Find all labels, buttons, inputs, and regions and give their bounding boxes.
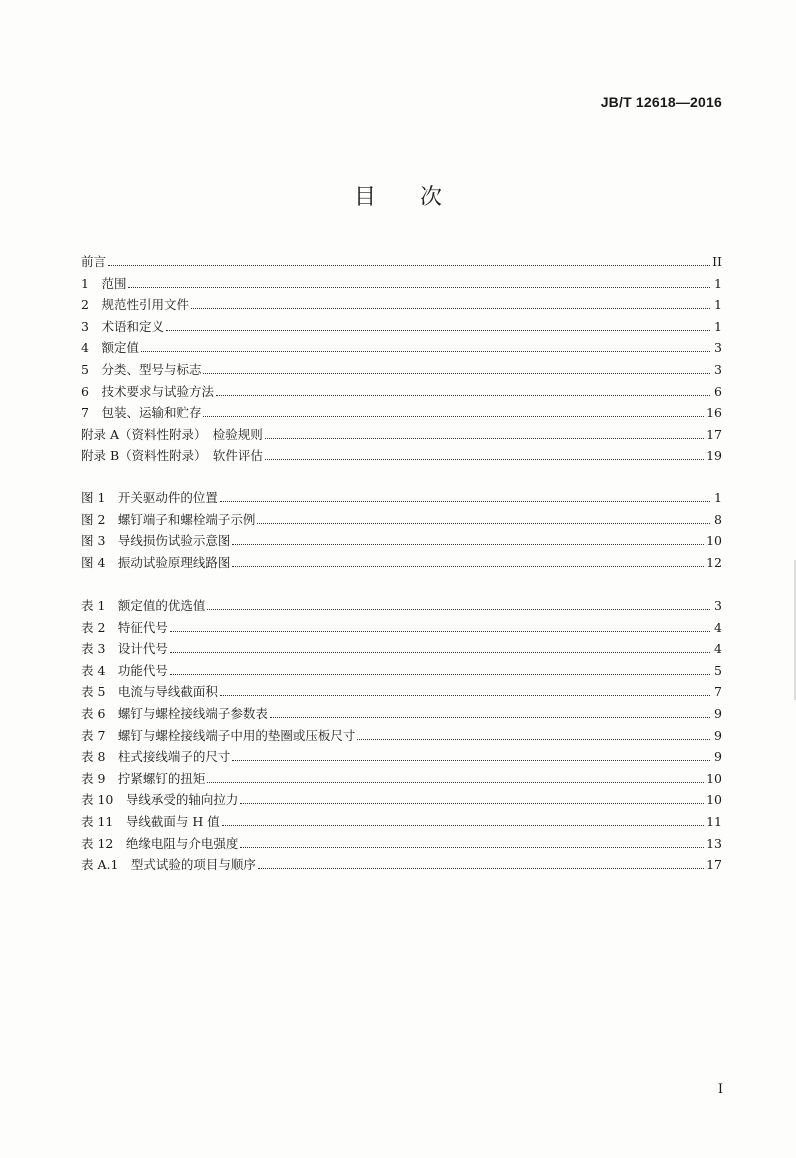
entry-label: 2 规范性引用文件 xyxy=(81,297,189,313)
toc-entry[interactable] xyxy=(81,315,722,335)
table-entry[interactable] xyxy=(81,724,722,744)
entry-label: 4 额定值 xyxy=(81,340,139,356)
dot-leader xyxy=(216,394,710,396)
figure-entry[interactable] xyxy=(81,551,722,571)
toc-entry[interactable] xyxy=(81,336,722,356)
entry-label: 图 1 开关驱动件的位置 xyxy=(81,490,218,505)
entry-page-number: 1 xyxy=(714,490,722,505)
dot-leader xyxy=(232,565,704,567)
entry-page-number: 4 xyxy=(714,619,722,635)
entry-label: 表 11 导线截面与 H 值 xyxy=(81,814,220,829)
table-entry[interactable] xyxy=(81,702,722,722)
entry-page-number: 1 xyxy=(714,297,722,313)
entry-label: 表 3 设计代号 xyxy=(81,641,168,657)
dot-leader xyxy=(265,437,704,439)
entry-page-number: 10 xyxy=(706,792,722,808)
entry-page-number: 4 xyxy=(714,641,722,657)
entry-page-number: 10 xyxy=(706,533,722,549)
figure-entry[interactable] xyxy=(81,486,722,506)
standard-code: JB/T 12618—2016 xyxy=(600,94,722,110)
dot-leader xyxy=(203,372,710,374)
figure-entry[interactable] xyxy=(81,529,722,549)
dot-leader xyxy=(203,415,704,417)
entry-page-number: 17 xyxy=(706,857,722,873)
dot-leader xyxy=(170,651,710,653)
dot-leader xyxy=(220,500,710,502)
table-entry[interactable] xyxy=(81,767,722,787)
entry-page-number: 8 xyxy=(714,511,722,527)
entry-page-number: 13 xyxy=(706,835,722,851)
entry-label: 表 7 螺钉与螺栓接线端子中用的垫圈或压板尺寸 xyxy=(81,727,356,743)
entry-label: 表 5 电流与导线截面积 xyxy=(81,684,218,700)
dot-leader xyxy=(257,522,710,524)
entry-label: 表 10 导线承受的轴向拉力 xyxy=(81,792,239,808)
table-entry[interactable] xyxy=(81,788,722,808)
entry-page-number: 10 xyxy=(706,770,722,786)
dot-leader xyxy=(240,846,704,848)
dot-leader xyxy=(240,802,704,804)
entry-page-number: 19 xyxy=(706,448,722,464)
toc-entry[interactable] xyxy=(81,272,722,292)
toc-entry[interactable] xyxy=(81,358,722,378)
entry-label: 表 1 额定值的优选值 xyxy=(81,598,206,613)
dot-leader xyxy=(232,543,704,545)
entry-page-number: 1 xyxy=(714,318,722,334)
figure-entry[interactable] xyxy=(81,508,722,528)
entry-label: 5 分类、型号与标志 xyxy=(81,362,202,377)
dot-leader xyxy=(191,307,710,309)
dot-leader xyxy=(170,673,710,675)
entry-page-number: 12 xyxy=(706,554,722,570)
entry-label: 图 3 导线损伤试验示意图 xyxy=(81,533,231,549)
entry-page-number: 3 xyxy=(714,598,722,613)
dot-leader xyxy=(166,329,710,331)
entry-page-number: 1 xyxy=(714,275,722,291)
entry-label: 前言 xyxy=(81,254,107,269)
toc-entry[interactable] xyxy=(81,423,722,443)
entry-label: 图 4 振动试验原理线路图 xyxy=(81,554,231,570)
dot-leader xyxy=(220,694,710,696)
entry-label: 附录 B（资料性附录） 软件评估 xyxy=(81,448,263,464)
dot-leader xyxy=(108,264,710,266)
table-entry[interactable] xyxy=(81,680,722,700)
dot-leader xyxy=(207,781,704,783)
toc-entry[interactable] xyxy=(81,293,722,313)
table-entry[interactable] xyxy=(81,810,722,830)
table-entry[interactable] xyxy=(81,745,722,765)
dot-leader xyxy=(232,759,710,761)
entry-label: 6 技术要求与试验方法 xyxy=(81,383,214,399)
toc-entry[interactable] xyxy=(81,380,722,400)
entry-page-number: 11 xyxy=(706,814,722,829)
dot-leader xyxy=(258,867,704,869)
entry-page-number: 6 xyxy=(714,383,722,399)
entry-page-number: 3 xyxy=(714,362,722,377)
entry-page-number: 16 xyxy=(706,405,722,421)
dot-leader xyxy=(357,738,710,740)
toc-entry[interactable] xyxy=(81,250,722,270)
entry-page-number: 5 xyxy=(714,662,722,678)
toc-entry[interactable] xyxy=(81,444,722,464)
entry-page-number: 7 xyxy=(714,684,722,700)
entry-label: 附录 A（资料性附录） 检验规则 xyxy=(81,426,263,442)
entry-label: 表 4 功能代号 xyxy=(81,662,168,678)
entry-page-number: 17 xyxy=(706,426,722,442)
dot-leader xyxy=(128,286,710,288)
entry-label: 7 包装、运输和贮存 xyxy=(81,405,202,421)
dot-leader xyxy=(207,608,710,610)
entry-page-number: 9 xyxy=(714,749,722,765)
entry-page-number: II xyxy=(712,254,722,269)
entry-label: 表 9 拧紧螺钉的扭矩 xyxy=(81,770,206,786)
dot-leader xyxy=(265,458,704,460)
entry-label: 图 2 螺钉端子和螺栓端子示例 xyxy=(81,511,256,527)
entry-label: 表 A.1 型式试验的项目与顺序 xyxy=(81,857,256,873)
table-entry[interactable] xyxy=(81,594,722,614)
entry-label: 表 8 柱式接线端子的尺寸 xyxy=(81,749,231,765)
toc-entry[interactable] xyxy=(81,401,722,421)
entry-label: 表 6 螺钉与螺栓接线端子参数表 xyxy=(81,706,268,721)
page-number: I xyxy=(717,1082,723,1097)
entry-page-number: 3 xyxy=(714,340,722,356)
entry-page-number: 9 xyxy=(714,727,722,743)
entry-label: 表 12 绝缘电阻与介电强度 xyxy=(81,835,239,851)
dot-leader xyxy=(170,630,710,632)
table-entry[interactable] xyxy=(81,659,722,679)
dot-leader xyxy=(141,350,710,352)
entry-label: 表 2 特征代号 xyxy=(81,619,168,635)
table-entry[interactable] xyxy=(81,637,722,657)
table-entry[interactable] xyxy=(81,853,722,873)
dot-leader xyxy=(222,824,704,826)
page-title: 目次 xyxy=(353,185,486,210)
entry-page-number: 9 xyxy=(714,706,722,721)
table-entry[interactable] xyxy=(81,616,722,636)
table-entry[interactable] xyxy=(81,832,722,852)
dot-leader xyxy=(270,716,710,718)
entry-label: 1 范围 xyxy=(81,275,127,291)
entry-label: 3 术语和定义 xyxy=(81,318,164,334)
